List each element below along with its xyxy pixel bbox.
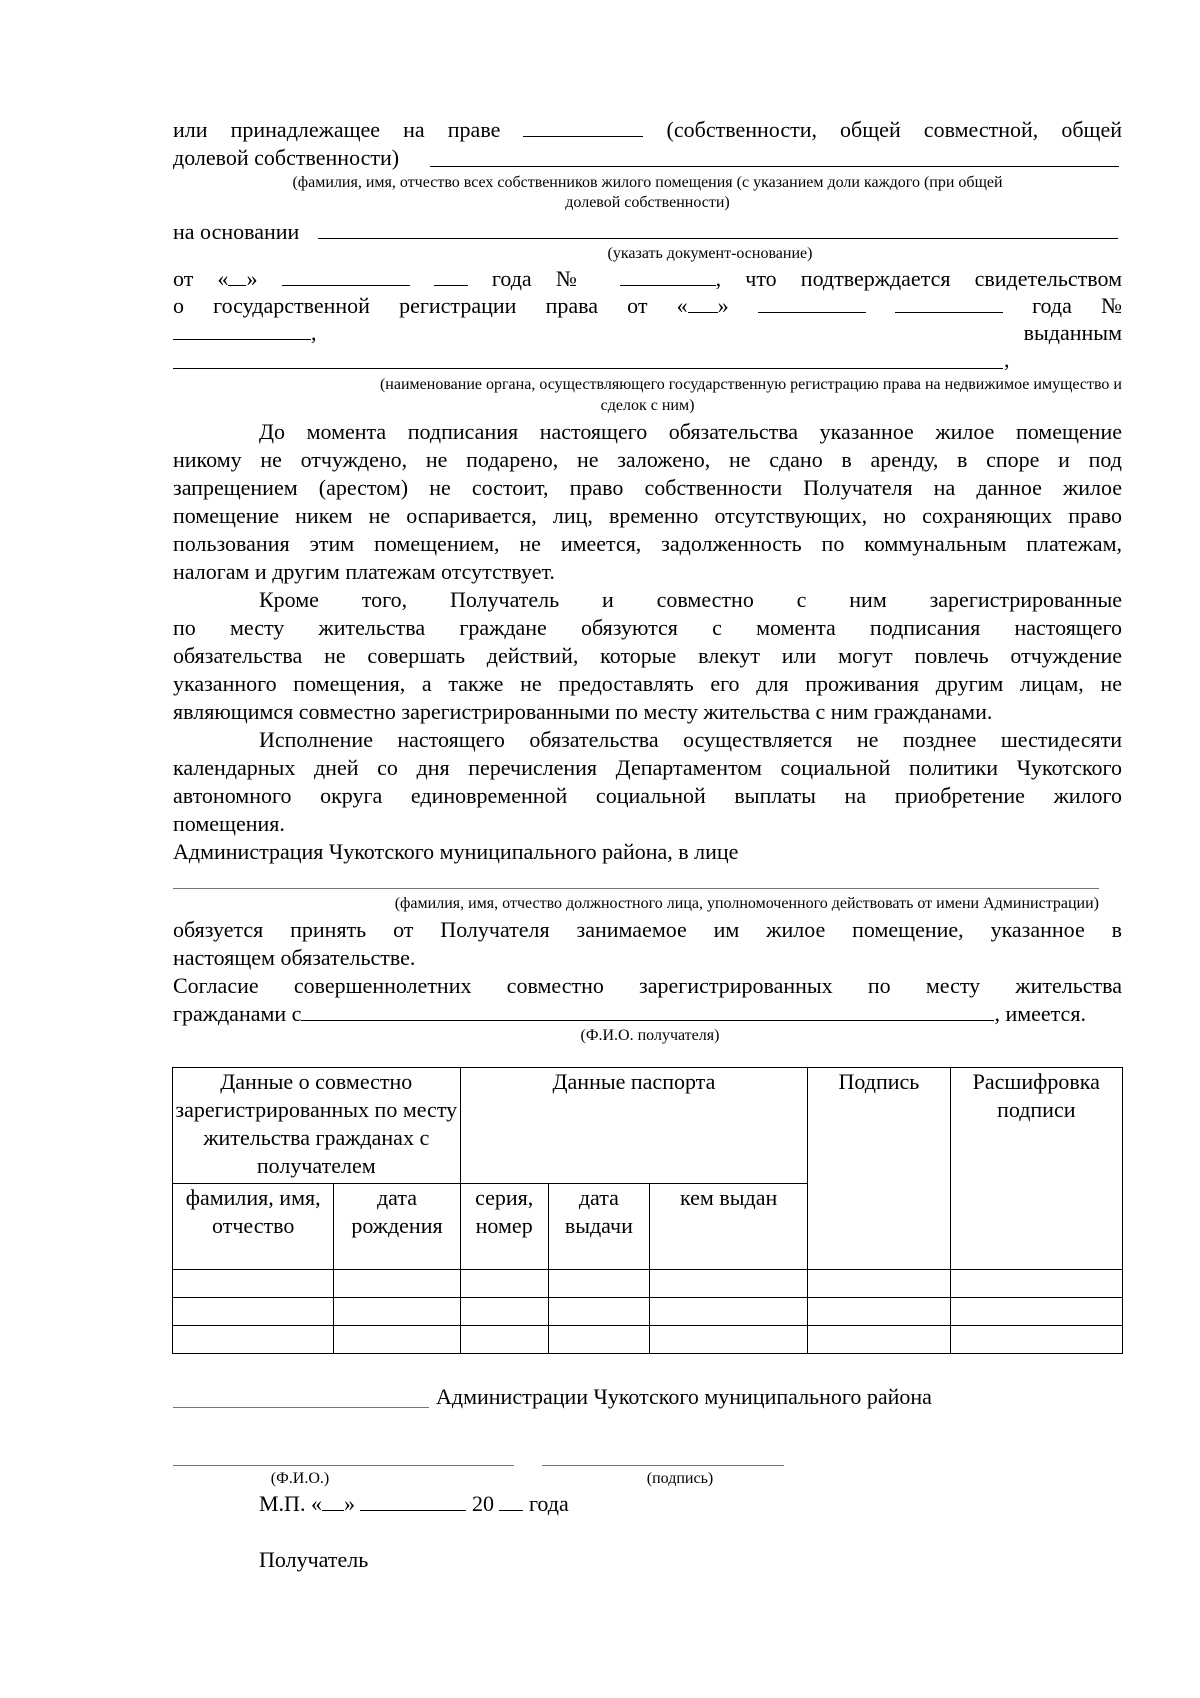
- table-row: [173, 1298, 1123, 1326]
- official-note: (фамилия, имя, отчество должностного лица, уполномоченного действовать от имени Администрации): [394, 895, 1099, 912]
- consent-end: , имеется.: [994, 1001, 1086, 1026]
- admin-line: Администрация Чукотского муниципального района, в лице: [173, 839, 739, 864]
- fio-note: (Ф.И.О.): [270, 1470, 330, 1487]
- para2-line-3: обязательства не совершать действий, которые влекут или могут повлечь отчуждение: [173, 643, 1122, 668]
- shared-ownership-line: [173, 144, 1122, 172]
- mp-line: [259, 1490, 759, 1518]
- table-cell[interactable]: [649, 1326, 807, 1354]
- obligation-line-2: настоящем обязательстве.: [173, 945, 416, 970]
- cert-word-from: от: [627, 293, 648, 318]
- admin-signature-text: Администрации Чукотского муниципального района: [436, 1384, 932, 1409]
- mp-year-label: года: [528, 1491, 569, 1516]
- table-cell[interactable]: [808, 1270, 950, 1298]
- table-cell[interactable]: [808, 1326, 950, 1354]
- cert-year-blank: [895, 292, 1003, 313]
- year-label: года: [491, 266, 532, 291]
- para3-line-2: календарных дней со дня перечисления Департаментом социальной политики Чукотского: [173, 755, 1122, 780]
- cert-word-o: о: [173, 293, 184, 318]
- mp-day-blank: [322, 1490, 344, 1511]
- table-cell[interactable]: [649, 1298, 807, 1326]
- para3-line-1: Исполнение настоящего обязательства осуществляется не позднее шестидесяти: [259, 727, 1122, 752]
- passport-header-cell: Данные паспорта: [460, 1068, 808, 1184]
- registrar-comma: ,: [1004, 347, 1010, 372]
- cert-word-right: права: [545, 293, 598, 318]
- registered-citizens-table: [172, 1067, 1123, 1354]
- table-cell[interactable]: [548, 1326, 649, 1354]
- certificate-line-1: [173, 265, 1122, 293]
- col-name-cell: фамилия, имя, отчество: [173, 1184, 334, 1270]
- para1-line-1: До момента подписания настоящего обязательства указанное жилое помещение: [259, 419, 1122, 444]
- ownership-types-text: (собственности, общей совместной, общей: [666, 117, 1123, 142]
- para1-line-5: пользования этим помещением, не имеется, задолженность по коммунальным платежам,: [173, 531, 1122, 556]
- para2-line-1: Кроме того, Получатель и совместно с ним зарегистрированные: [259, 587, 1122, 612]
- table-row: [173, 1326, 1123, 1354]
- basis-blank: [318, 238, 1118, 239]
- registrar-note-1: (наименование органа, осуществляющего государственную регистрацию права на недвижимое имущество и: [379, 376, 1122, 393]
- sign-note: (подпись): [646, 1470, 714, 1487]
- table-cell[interactable]: [950, 1298, 1122, 1326]
- table-cell[interactable]: [460, 1326, 548, 1354]
- table-cell[interactable]: [173, 1298, 334, 1326]
- comma: ,: [311, 320, 317, 345]
- registrar-note-2: сделок с ним): [600, 397, 695, 414]
- ownership-text: или принадлежащее на праве: [173, 117, 501, 142]
- registrar-blank: [173, 368, 1003, 369]
- mp-label: М.П. «: [259, 1491, 322, 1516]
- fio-blank: [173, 1465, 514, 1466]
- recipient-label: Получатель: [259, 1547, 369, 1572]
- decoding-header-cell: Расшифровка подписи: [950, 1068, 1122, 1270]
- table-cell[interactable]: [334, 1298, 460, 1326]
- shared-ownership-text: долевой собственности): [173, 145, 400, 170]
- table-cell[interactable]: [334, 1326, 460, 1354]
- right-type-blank: [523, 116, 643, 137]
- month-blank: [282, 265, 410, 286]
- recipient-note: (Ф.И.О. получателя): [580, 1027, 720, 1044]
- ownership-line: [173, 116, 1122, 144]
- from-label: от: [173, 266, 194, 291]
- mp-quote-close: »: [343, 1491, 355, 1516]
- cert-word-state: государственной: [213, 293, 370, 318]
- year-blank: [434, 265, 468, 286]
- basis-note: (указать документ-основание): [607, 245, 813, 262]
- para1-line-6: налогам и другим платежам отсутствует.: [173, 559, 555, 584]
- date-quote: « »: [217, 266, 258, 291]
- certificate-line-2: [173, 292, 1122, 320]
- official-blank: [173, 888, 1099, 889]
- para2-line-5: являющимся совместно зарегистрированными по месту жительства с ним гражданами.: [173, 699, 993, 724]
- issued-label: выданным: [1023, 320, 1122, 345]
- table-cell[interactable]: [548, 1298, 649, 1326]
- para3-line-4: помещения.: [173, 811, 285, 836]
- table-cell[interactable]: [334, 1270, 460, 1298]
- para2-line-4: указанного помещения, а также не предоставлять его для проживания другим лицам, не: [173, 671, 1122, 696]
- cert-year-label: года: [1032, 293, 1072, 318]
- col-series-cell: серия, номер: [460, 1184, 548, 1270]
- group-header-cell: Данные о совместно зарегистрированных по месту жительства гражданах с получателем: [173, 1068, 461, 1184]
- table-cell[interactable]: [460, 1270, 548, 1298]
- owners-blank: [430, 166, 1119, 167]
- col-birth-cell: дата рождения: [334, 1184, 460, 1270]
- table-cell[interactable]: [649, 1270, 807, 1298]
- obligation-line-1: обязуется принять от Получателя занимаемое им жилое помещение, указанное в: [173, 917, 1122, 942]
- table-cell[interactable]: [950, 1270, 1122, 1298]
- admin-signature-blank: [173, 1407, 429, 1408]
- table-cell[interactable]: [173, 1326, 334, 1354]
- para2-line-2: по месту жительства граждане обязуются с момента подписания настоящего: [173, 615, 1122, 640]
- cert-number-sign: №: [1101, 293, 1123, 318]
- para1-line-2: никому не отчуждено, не подарено, не заложено, не сдано в аренду, в споре и под: [173, 447, 1122, 472]
- consent-line-2: [173, 1000, 1122, 1028]
- owners-note-1: (фамилия, имя, отчество всех собственников жилого помещения (с указанием доли каждого (при общей: [292, 174, 1003, 191]
- issued-line: [173, 319, 1122, 347]
- number-blank-group: , что подтверждается свидетельством: [620, 266, 1122, 291]
- para3-line-3: автономного округа единовременной социальной выплаты на приобретение жилого: [173, 783, 1122, 808]
- para1-line-4: помещение никем не оспаривается, лиц, временно отсутствующих, но сохраняющих право: [173, 503, 1122, 528]
- para1-line-3: запрещением (арестом) не состоит, право собственности Получателя на данное жилое: [173, 475, 1122, 500]
- col-issued-by-cell: кем выдан: [649, 1184, 807, 1270]
- table-row: [173, 1270, 1123, 1298]
- signature-header-cell: Подпись: [808, 1068, 950, 1270]
- cert-date-quote: « »: [676, 293, 729, 318]
- table-cell[interactable]: [460, 1298, 548, 1326]
- mp-month-blank: [360, 1490, 466, 1511]
- basis-label: на основании: [173, 219, 300, 244]
- table-cell[interactable]: [548, 1270, 649, 1298]
- cert-month-blank: [758, 292, 866, 313]
- table-cell[interactable]: [173, 1270, 334, 1298]
- mp-century: 20: [471, 1491, 494, 1516]
- consent-line-1: Согласие совершеннолетних совместно зарегистрированных по месту жительства: [173, 973, 1122, 998]
- cert-word-registration: регистрации: [399, 293, 517, 318]
- mp-year-blank: [499, 1490, 523, 1511]
- basis-line: [173, 218, 1122, 246]
- consent-start: гражданами с: [173, 1001, 302, 1026]
- owners-note-2: долевой собственности): [565, 194, 730, 211]
- recipient-blank: [301, 1000, 994, 1021]
- table-cell[interactable]: [808, 1298, 950, 1326]
- sign-blank: [542, 1465, 784, 1466]
- col-issue-date-cell: дата выдачи: [548, 1184, 649, 1270]
- number-sign: №: [555, 266, 596, 291]
- table-cell[interactable]: [950, 1326, 1122, 1354]
